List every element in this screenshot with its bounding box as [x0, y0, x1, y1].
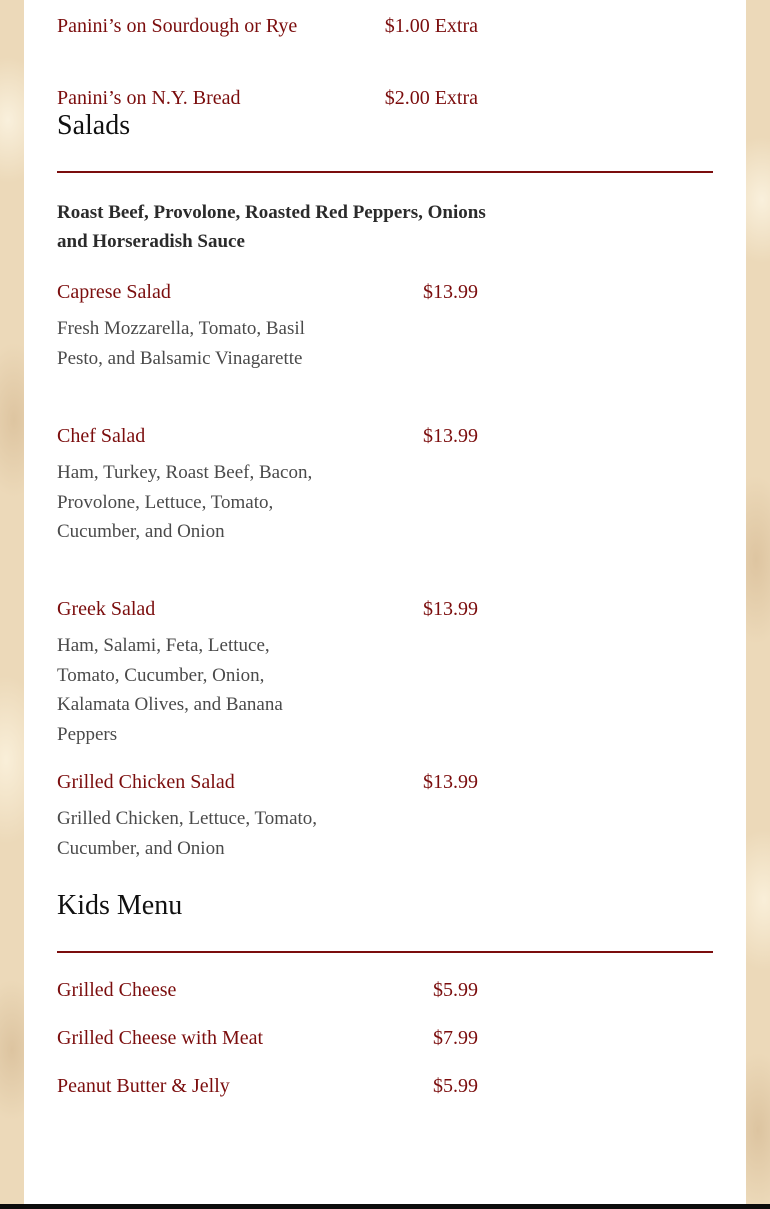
menu-item-price: $13.99: [423, 771, 478, 793]
menu-item-name: Grilled Chicken Salad: [57, 771, 235, 793]
menu-item-pbj: [57, 1074, 478, 1098]
bottom-bar: [0, 1204, 770, 1209]
menu-item-greek-salad: [57, 597, 478, 749]
menu-item-price: $5.99: [433, 1075, 478, 1097]
section-title-salads: Salads: [57, 110, 131, 141]
menu-item-price: $13.99: [423, 598, 478, 620]
menu-item-description: Ham, Turkey, Roast Beef, Bacon, Provolone, Lettuce, Tomato, Cucumber, and Onion: [57, 462, 313, 542]
menu-item-grilled-cheese: [57, 978, 478, 1002]
menu-item-price: $7.99: [433, 1027, 478, 1049]
menu-item-name: Greek Salad: [57, 598, 156, 620]
salads-note: Roast Beef, Provolone, Roasted Red Peppers, Onions and Horseradish Sauce: [57, 202, 486, 252]
menu-item-price: $5.99: [433, 979, 478, 1001]
menu-item-name: Grilled Cheese: [57, 979, 177, 1001]
menu-item-price: $13.99: [423, 281, 478, 303]
menu-item-name: Panini’s on Sourdough or Rye: [57, 15, 298, 37]
menu-item-description: Ham, Salami, Feta, Lettuce, Tomato, Cucumber, Onion, Kalamata Olives, and Banana Peppers: [57, 635, 283, 745]
menu-item-name: Chef Salad: [57, 425, 146, 447]
menu-item-price: $13.99: [423, 425, 478, 447]
menu-item-panini-sourdough: [57, 14, 478, 38]
menu-item-caprese-salad: [57, 280, 478, 373]
menu-item-name: Grilled Cheese with Meat: [57, 1027, 264, 1049]
menu-item-panini-ny: [57, 86, 478, 110]
menu-item-grilled-chicken-salad: [57, 770, 478, 863]
section-title-kids-menu: Kids Menu: [57, 890, 183, 921]
menu-item-description: Grilled Chicken, Lettuce, Tomato, Cucumber, and Onion: [57, 808, 318, 859]
menu-item-price: $2.00 Extra: [384, 87, 478, 109]
menu-item-name: Panini’s on N.Y. Bread: [57, 87, 241, 109]
menu-item-description: Fresh Mozzarella, Tomato, Basil Pesto, and Balsamic Vinagarette: [57, 318, 305, 369]
menu-item-price: $1.00 Extra: [384, 15, 478, 37]
menu-item-chef-salad: [57, 424, 478, 547]
menu-item-grilled-cheese-meat: [57, 1026, 478, 1050]
menu-item-name: Peanut Butter & Jelly: [57, 1075, 230, 1097]
menu-item-name: Caprese Salad: [57, 281, 171, 303]
section-divider: [57, 171, 713, 173]
section-divider: [57, 951, 713, 953]
